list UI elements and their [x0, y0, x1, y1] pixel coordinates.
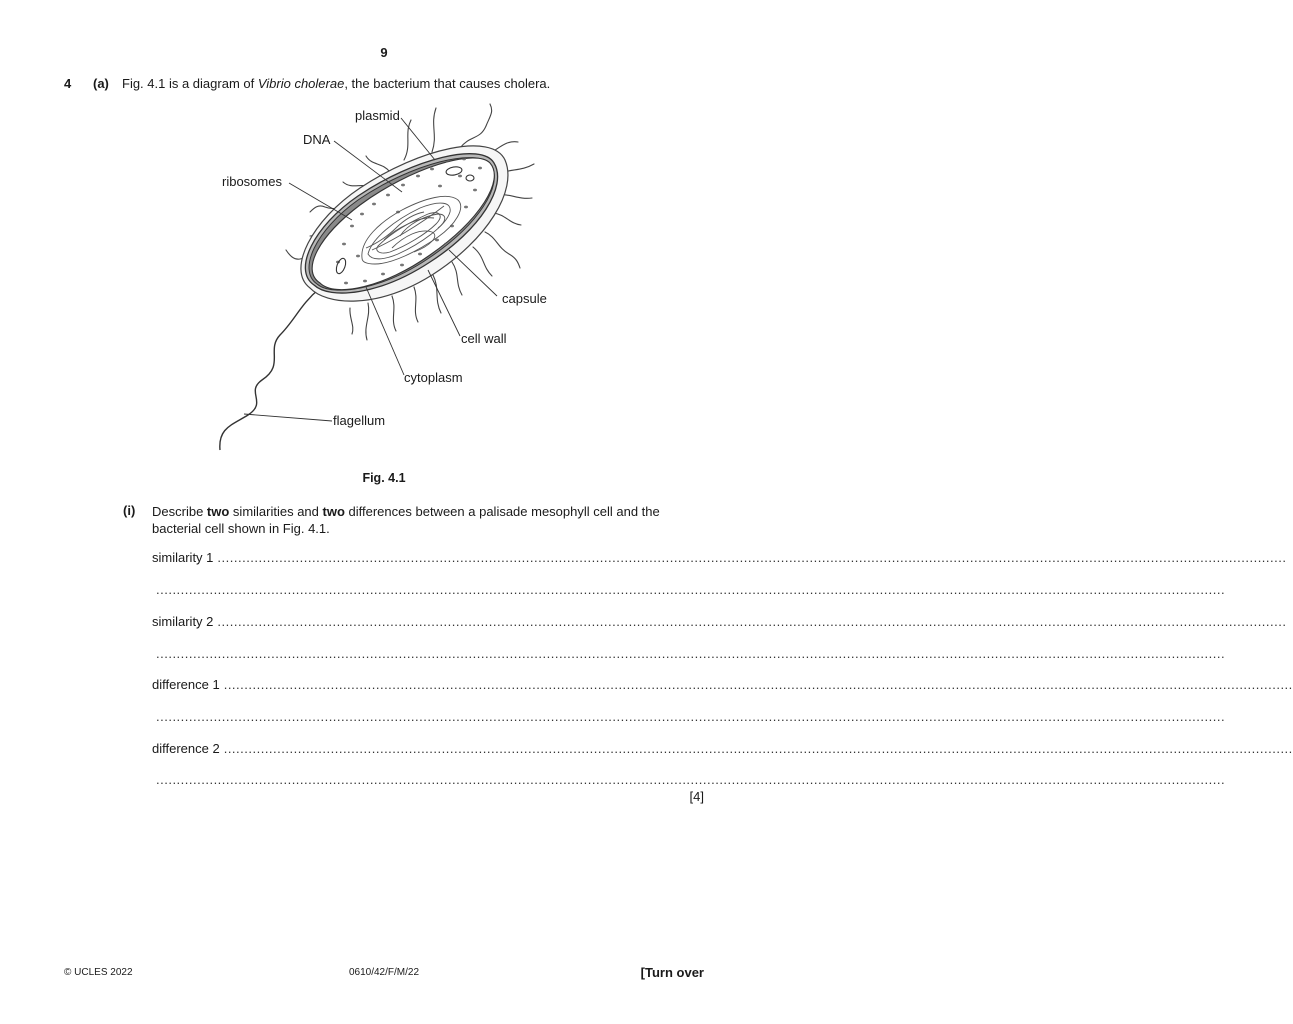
answer-label: difference 1 — [152, 677, 220, 692]
figure-caption: Fig. 4.1 — [362, 471, 406, 485]
label-flagellum: flagellum — [333, 413, 386, 428]
label-cell-wall: cell wall — [461, 331, 507, 346]
dotted-rule: .................................................................................................................................................................................................................................................................... — [156, 709, 1226, 724]
page-number: 9 — [380, 45, 388, 60]
question-number: 4 — [64, 76, 72, 91]
instruction-bold-1: two — [206, 504, 230, 519]
marks-allocation: [4] — [689, 789, 704, 804]
answer-label: similarity 2 — [152, 614, 214, 629]
instruction-text-3: differences between a palisade mesophyll cell and the bacterial cell shown in Fig. 4.1. — [152, 504, 660, 536]
label-cytoplasm: cytoplasm — [404, 370, 463, 385]
dotted-rule: .................................................................................................................................................................................................................................................................... — [223, 741, 1293, 756]
answer-label: similarity 1 — [152, 550, 214, 565]
copyright-notice: © UCLES 2022 — [64, 967, 133, 978]
answer-line-similarity-1[interactable] — [152, 550, 1287, 565]
intro-text-after: , the bacterium that causes cholera. — [344, 76, 551, 91]
answer-line-continuation[interactable] — [152, 772, 1226, 787]
question-part: (a) — [93, 76, 109, 91]
instruction-text-1: Describe — [152, 504, 207, 519]
species-name: Vibrio cholerae — [257, 76, 345, 91]
flagellum — [220, 288, 320, 450]
intro-text-before: Fig. 4.1 is a diagram of — [122, 76, 258, 91]
dotted-rule: .................................................................................................................................................................................................................................................................... — [156, 772, 1226, 787]
turn-over-note: [Turn over — [640, 965, 704, 980]
answer-line-continuation[interactable] — [152, 709, 1226, 724]
dotted-rule: .................................................................................................................................................................................................................................................................... — [156, 582, 1226, 597]
subquestion-label: (i) — [123, 503, 136, 518]
instruction-bold-2: two — [322, 504, 345, 519]
answer-line-difference-2[interactable] — [152, 741, 1293, 756]
answer-line-continuation[interactable] — [152, 582, 1226, 597]
answer-line-similarity-2[interactable] — [152, 614, 1287, 629]
label-ribosomes: ribosomes — [222, 174, 282, 189]
instruction-text-2: similarities and — [229, 504, 323, 519]
subquestion-instruction — [152, 503, 707, 537]
bacterium-diagram — [0, 0, 768, 470]
dotted-rule: .................................................................................................................................................................................................................................................................... — [217, 550, 1287, 565]
dotted-rule: .................................................................................................................................................................................................................................................................... — [156, 646, 1226, 661]
dotted-rule: .................................................................................................................................................................................................................................................................... — [217, 614, 1287, 629]
label-dna: DNA — [303, 132, 331, 147]
answer-line-continuation[interactable] — [152, 646, 1226, 661]
dotted-rule: .................................................................................................................................................................................................................................................................... — [223, 677, 1293, 692]
paper-code: 0610/42/F/M/22 — [348, 967, 420, 978]
answer-label: difference 2 — [152, 741, 220, 756]
label-plasmid: plasmid — [355, 108, 400, 123]
label-capsule: capsule — [502, 291, 547, 306]
answer-line-difference-1[interactable] — [152, 677, 1293, 692]
